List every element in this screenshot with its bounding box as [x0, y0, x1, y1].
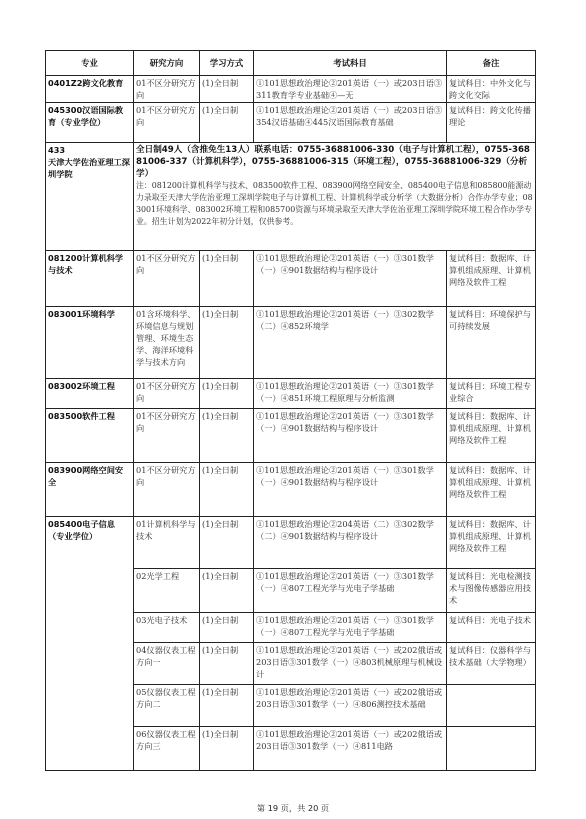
remark-cell: 复试科目：数据库、计算机组成原理、计算机网络及软件工程	[447, 517, 536, 569]
major-cell: 085400电子信息（专业学位）	[46, 517, 134, 771]
direction-cell: 01不区分研究方向	[134, 103, 200, 143]
table-row	[46, 307, 536, 379]
mode-cell: (1)全日制	[200, 727, 254, 771]
subjects-cell: ①101思想政治理论②204英语（二）③302数学（二）④901数据结构与程序设计	[254, 517, 447, 569]
major-cell: 083002环境工程	[46, 379, 134, 409]
major-cell: 083900网络空间安全	[46, 463, 134, 517]
header-major: 专业	[46, 51, 134, 76]
subjects-cell: ①101思想政治理论②201英语（一）③301数学（一）④901数据结构与程序设计	[254, 409, 447, 463]
college-note: 注：081200计算机科学与技术、083500软件工程、083900网络空间安全、085400电子信息和085800能源动力录取至天津大学佐治亚理工深圳学院电子与计算机工程、计算机科学或分析学（大数据分析）合作办学专业；083001环境科学、083002环境工程和085700资源与环境录取至天津大学佐治亚理工深圳学院环境工程合作办学专业。招生计划为2022年初分计划，仅供参考。	[136, 181, 533, 226]
direction-cell: 04仪器仪表工程方向一	[134, 643, 200, 685]
remark-cell: 复试科目：中外文化与跨文化交际	[447, 76, 536, 103]
subjects-cell: ①101思想政治理论②201英语（一）③301数学（一）④851环境工程原理与分析监测	[254, 379, 447, 409]
remark-cell: 复试科目：环境工程专业综合	[447, 379, 536, 409]
table-row	[46, 251, 536, 307]
subjects-cell: ①101思想政治理论②201英语（一）③301数学（一）④901数据结构与程序设计	[254, 463, 447, 517]
major-cell: 083001环境科学	[46, 307, 134, 379]
subjects-cell: ①101思想政治理论②201英语（一）或202俄语或203日语③301数学（一）④811电路	[254, 727, 447, 771]
direction-cell: 01计算机科学与技术	[134, 517, 200, 569]
mode-cell: (1)全日制	[200, 103, 254, 143]
mode-cell: (1)全日制	[200, 643, 254, 685]
remark-cell: 复试科目：光电检测技术与图像传感器应用技术	[447, 569, 536, 613]
mode-cell: (1)全日制	[200, 409, 254, 463]
subjects-cell: ①101思想政治理论②201英语（一）或202俄语或203日语③301数学（一）④806测控技术基础	[254, 685, 447, 727]
header-direction: 研究方向	[134, 51, 200, 76]
major-cell: 045300汉语国际教育（专业学位）	[46, 103, 134, 143]
subjects-cell: ①101思想政治理论②201英语（一）③302数学（二）④852环境学	[254, 307, 447, 379]
remark-cell: 复试科目：跨文化传播理论	[447, 103, 536, 143]
table-row	[46, 517, 536, 569]
remark-cell: 复试科目：数据库、计算机组成原理、计算机网络及软件工程	[447, 251, 536, 307]
college-name-cell: 433 天津大学佐治亚理工深圳学院	[46, 143, 134, 251]
table-row	[46, 103, 536, 143]
direction-cell: 01不区分研究方向	[134, 463, 200, 517]
remark-cell	[447, 727, 536, 771]
mode-cell: (1)全日制	[200, 685, 254, 727]
table-row	[46, 463, 536, 517]
direction-cell: 01不区分研究方向	[134, 251, 200, 307]
direction-cell: 01不区分研究方向	[134, 379, 200, 409]
mode-cell: (1)全日制	[200, 307, 254, 379]
subjects-cell: ①101思想政治理论②201英语（一）或203日语③354汉语基础④445汉语国际教育基础	[254, 103, 447, 143]
table-row	[46, 76, 536, 103]
major-cell: 083500软件工程	[46, 409, 134, 463]
mode-cell: (1)全日制	[200, 613, 254, 643]
college-row	[46, 143, 536, 251]
mode-cell: (1)全日制	[200, 379, 254, 409]
direction-cell: 01含环境科学、环境信息与规划管理、环境生态学、海洋环境科学与技术方向	[134, 307, 200, 379]
admissions-table	[45, 50, 536, 771]
remark-cell	[447, 685, 536, 727]
subjects-cell: ①101思想政治理论②201英语（一）或203日语③311教育学专业基础④—无	[254, 76, 447, 103]
major-cell: 081200计算机科学与技术	[46, 251, 134, 307]
remark-cell: 复试科目：环境保护与可持续发展	[447, 307, 536, 379]
header-row	[46, 51, 536, 76]
subjects-cell: ①101思想政治理论②201英语（一）③301数学（一）④901数据结构与程序设计	[254, 251, 447, 307]
subjects-cell: ①101思想政治理论②201英语（一）③301数学（一）④807工程光学与光电子学基础	[254, 613, 447, 643]
mode-cell: (1)全日制	[200, 569, 254, 613]
direction-cell: 01不区分研究方向	[134, 76, 200, 103]
mode-cell: (1)全日制	[200, 463, 254, 517]
direction-cell: 05仪器仪表工程方向二	[134, 685, 200, 727]
remark-cell: 复试科目：数据库、计算机组成原理、计算机网络及软件工程	[447, 409, 536, 463]
mode-cell: (1)全日制	[200, 517, 254, 569]
subjects-cell: ①101思想政治理论②201英语（一）③301数学（一）④807工程光学与光电子学基础	[254, 569, 447, 613]
college-info-cell	[134, 143, 536, 251]
direction-cell: 02光学工程	[134, 569, 200, 613]
header-subjects: 考试科目	[254, 51, 447, 76]
header-remark: 备注	[447, 51, 536, 76]
table-row	[46, 379, 536, 409]
remark-cell: 复试科目：光电子技术	[447, 613, 536, 643]
subjects-cell: ①101思想政治理论②201英语（一）或202俄语或203日语③301数学（一）④803机械原理与机械设计	[254, 643, 447, 685]
direction-cell: 03光电子技术	[134, 613, 200, 643]
direction-cell: 06仪器仪表工程方向三	[134, 727, 200, 771]
remark-cell: 复试科目：数据库、计算机组成原理、计算机网络及软件工程	[447, 463, 536, 517]
mode-cell: (1)全日制	[200, 251, 254, 307]
page-footer: 第 19 页，共 20 页	[256, 803, 330, 813]
mode-cell: (1)全日制	[200, 76, 254, 103]
direction-cell: 01不区分研究方向	[134, 409, 200, 463]
remark-cell: 复试科目：仪器科学与技术基础（大学物理）	[447, 643, 536, 685]
header-mode: 学习方式	[200, 51, 254, 76]
college-headline: 全日制49人（含推免生13人）联系电话：0755-36881006-330（电子与计算机工程），0755-36881006-337（计算机科学），0755-36881006-315（环境工程），0755-36881006-329（分析学）	[136, 145, 530, 179]
table-row	[46, 409, 536, 463]
major-cell: 0401Z2跨文化教育	[46, 76, 134, 103]
